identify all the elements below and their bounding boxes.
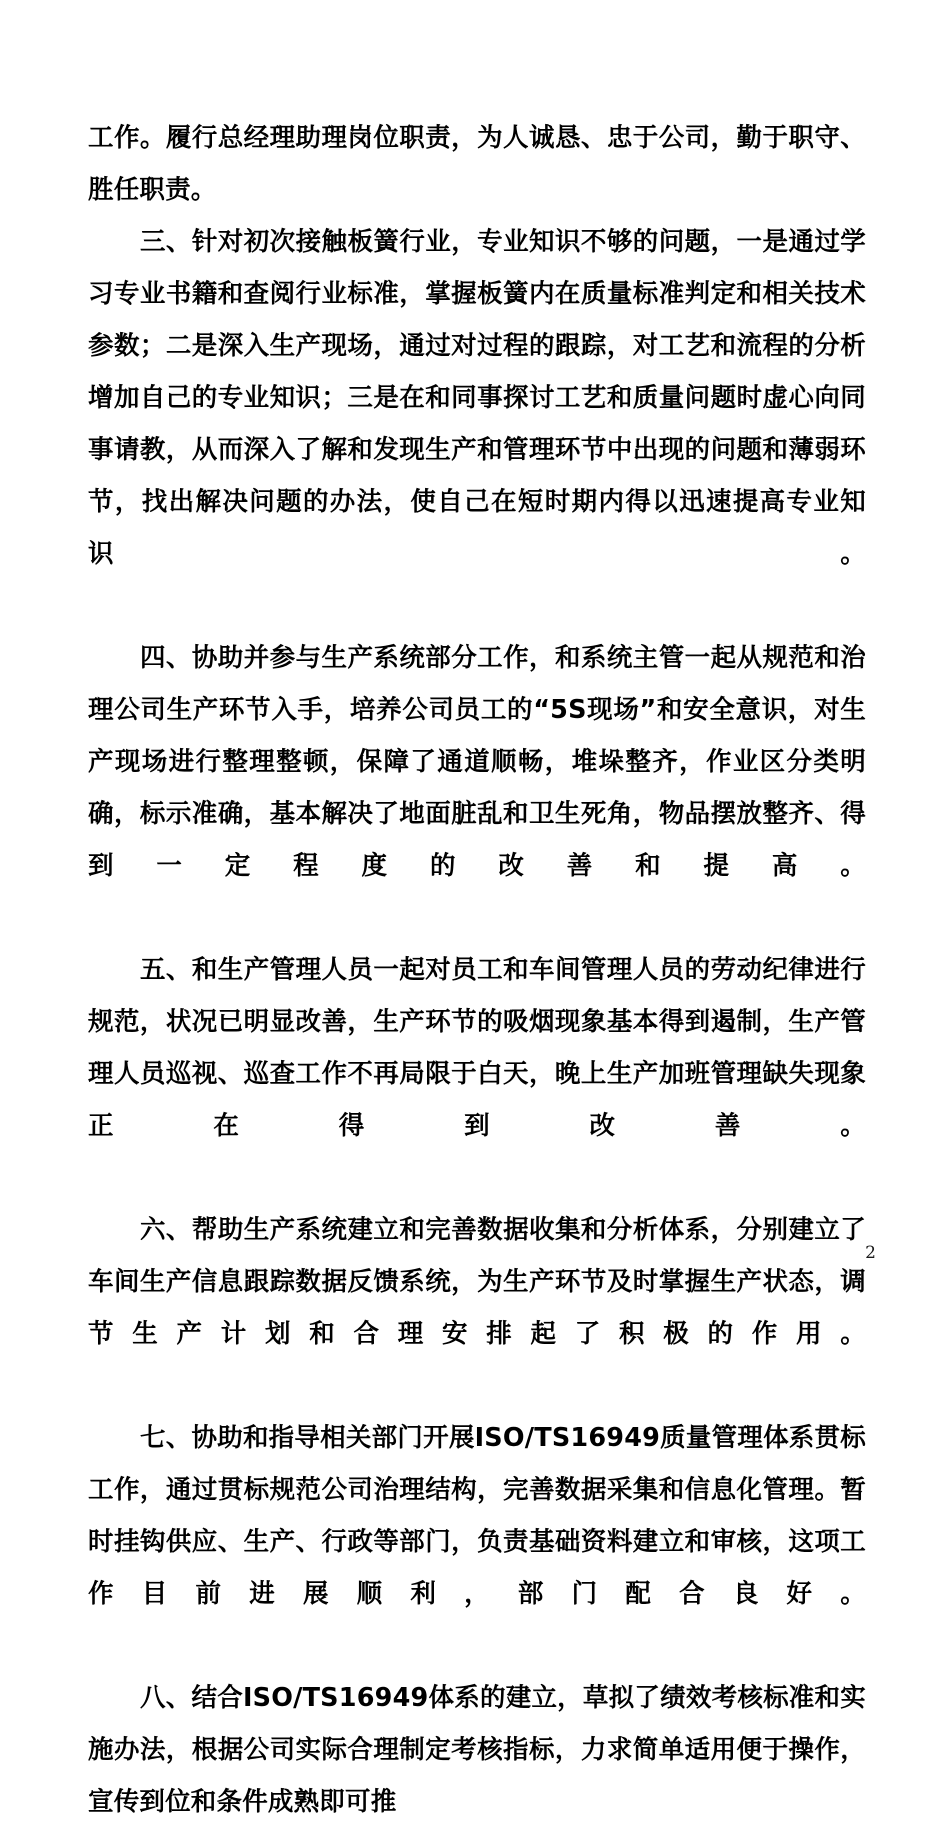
paragraph-section-4: 四、协助并参与生产系统部分工作，和系统主管一起从规范和治理公司生产环节入手，培养公司员工的“5S现场”和安全意识，对生产现场进行整理整顿，保障了通道顺畅，堆垛整齐，作业区分类明确，标示准确，基本解决了地面脏乱和卫生死角，物品摆放整齐、得到一定程度的改善和提高。 xyxy=(88,643,866,881)
paragraph-continuation: 工作。履行总经理助理岗位职责，为人诚恳、忠于公司，勤于职守、胜任职责。 xyxy=(88,123,866,205)
paragraph-section-7: 七、协助和指导相关部门开展ISO/TS16949质量管理体系贯标工作，通过贯标规范公司治理结构，完善数据采集和信息化管理。暂时挂钩供应、生产、行政等部门，负责基础资料建立和审核，这项工作目前进展顺利，部门配合良好。 xyxy=(88,1423,866,1609)
page-number: 2 xyxy=(865,1243,876,1263)
document-body xyxy=(88,112,866,1828)
paragraph-section-8: 八、结合ISO/TS16949体系的建立，草拟了绩效考核标准和实施办法，根据公司实际合理制定考核指标，力求简单适用便于操作，宣传到位和条件成熟即可推 xyxy=(88,1683,866,1817)
paragraph-section-3: 三、针对初次接触板簧行业，专业知识不够的问题，一是通过学习专业书籍和查阅行业标准，掌握板簧内在质量标准判定和相关技术参数；二是深入生产现场，通过对过程的跟踪，对工艺和流程的分析增加自己的专业知识；三是在和同事探讨工艺和质量问题时虚心向同事请教，从而深入了解和发现生产和管理环节中出现的问题和薄弱环节，找出解决问题的办法，使自己在短时期内得以迅速提高专业知识。 xyxy=(88,227,866,569)
paragraph-section-6: 六、帮助生产系统建立和完善数据收集和分析体系，分别建立了车间生产信息跟踪数据反馈系统，为生产环节及时掌握生产状态，调节生产计划和合理安排起了积极的作用。 xyxy=(88,1215,866,1349)
paragraph-section-5: 五、和生产管理人员一起对员工和车间管理人员的劳动纪律进行规范，状况已明显改善，生产环节的吸烟现象基本得到遏制，生产管理人员巡视、巡查工作不再局限于白天，晚上生产加班管理缺失现象正在得到改善。 xyxy=(88,955,866,1141)
